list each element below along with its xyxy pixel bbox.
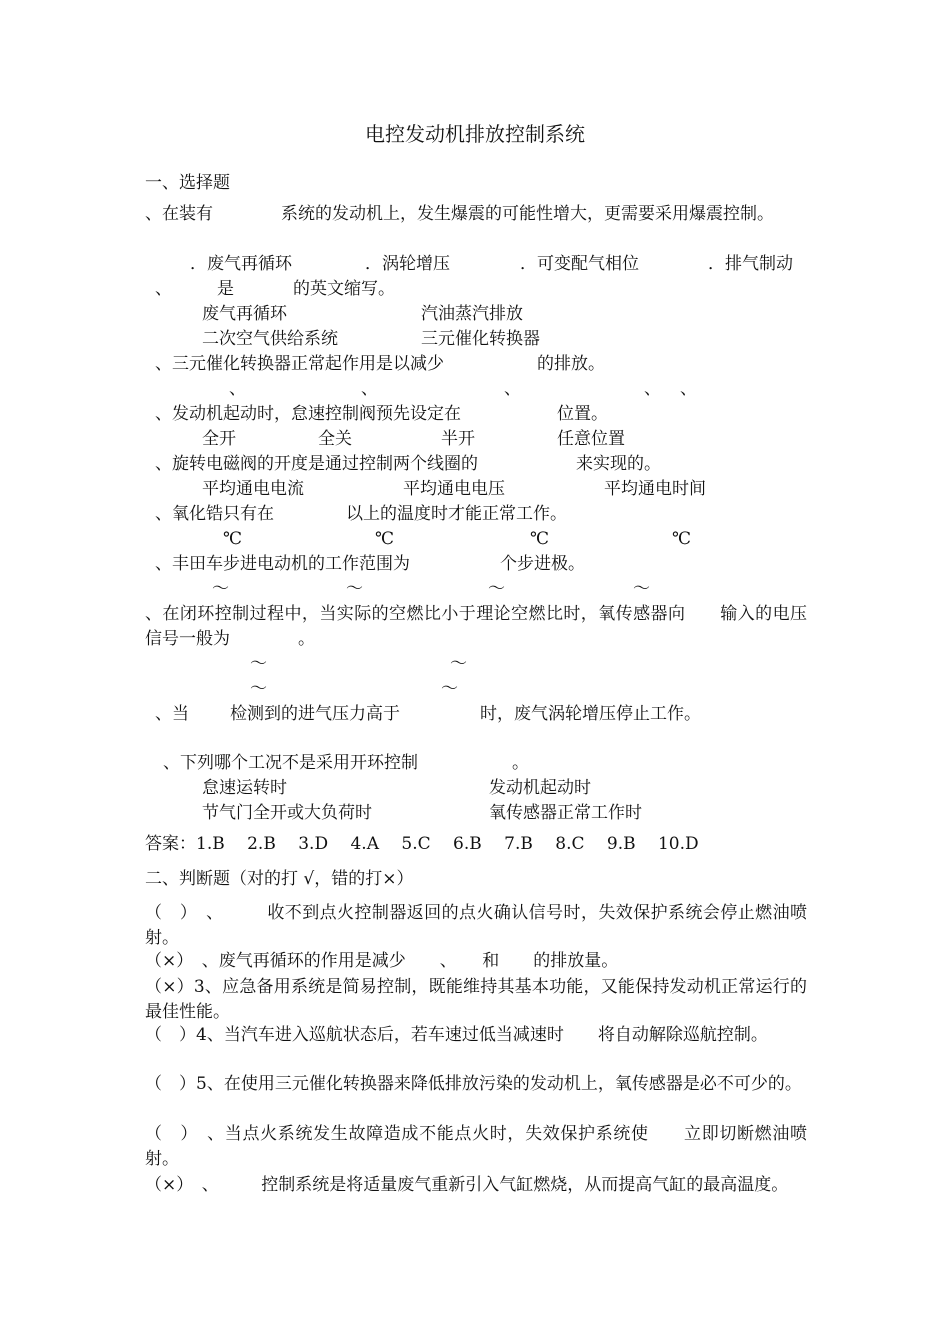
question-7: 、丰田车步进电动机的工作范围为 bbox=[155, 554, 410, 574]
q8-option-c: ～ bbox=[250, 679, 267, 699]
q5-option-a: 平均通电电流 bbox=[202, 479, 304, 499]
document-title: 电控发动机排放控制系统 bbox=[365, 122, 585, 146]
q3-option-d: 、 bbox=[644, 379, 661, 399]
q1-option-d: ．排气制动 bbox=[708, 254, 793, 274]
q4-suffix: 位置。 bbox=[557, 404, 608, 424]
q2-option-d: 三元催化转换器 bbox=[421, 329, 540, 349]
q3-option-b: 、 bbox=[361, 379, 378, 399]
question-1: 、在装有 系统的发动机上，发生爆震的可能性增大，更需要采用爆震控制。 bbox=[145, 204, 774, 224]
q7-option-d: ～ bbox=[633, 579, 650, 599]
q6-option-c: ℃ bbox=[530, 529, 550, 549]
q7-option-b: ～ bbox=[346, 579, 363, 599]
q2-option-a: 废气再循环 bbox=[202, 304, 287, 324]
q2-prefix: 、 bbox=[155, 279, 172, 299]
answer-key: 答案：1.B 2.B 3.D 4.A 5.C 6.B 7.B 8.C 9.B 10.D bbox=[145, 834, 699, 854]
q1-option-c: ．可变配气相位 bbox=[520, 254, 639, 274]
section1-heading: 一、选择题 bbox=[145, 173, 230, 193]
question-8: 、在闭环控制过程中，当实际的空燃比小于理论空燃比时，氧传感器向 输入的电压信号一般为 。 bbox=[145, 604, 807, 649]
q6-suffix: 以上的温度时才能正常工作。 bbox=[346, 504, 567, 524]
q6-option-d: ℃ bbox=[672, 529, 692, 549]
q9-part-c: 时，废气涡轮增压停止工作。 bbox=[480, 704, 701, 724]
judgement-item-6: （ ） 、当点火系统发生故障造成不能点火时，失效保护系统使 立即切断燃油喷射。 bbox=[145, 1124, 807, 1169]
q4-option-a: 全开 bbox=[202, 429, 236, 449]
q1-option-b: ．涡轮增压 bbox=[365, 254, 450, 274]
q3-option-e: 、 bbox=[680, 379, 697, 399]
judgement-item-1: （ ） 、 收不到点火控制器返回的点火确认信号时，失效保护系统会停止燃油喷射。 bbox=[145, 903, 807, 948]
q3-option-c: 、 bbox=[504, 379, 521, 399]
q10-option-a: 怠速运转时 bbox=[202, 778, 287, 798]
q4-option-b: 全关 bbox=[318, 429, 352, 449]
q1-option-a: ．废气再循环 bbox=[190, 254, 292, 274]
q8-option-d: ～ bbox=[441, 679, 458, 699]
q7-suffix: 个步进极。 bbox=[500, 554, 585, 574]
question-10: 、下列哪个工况不是采用开环控制 bbox=[163, 753, 418, 773]
q7-option-a: ～ bbox=[212, 579, 229, 599]
q9-part-a: 、当 bbox=[155, 704, 189, 724]
section2-heading: 二、判断题（对的打 √，错的打×） bbox=[145, 869, 414, 889]
q6-option-b: ℃ bbox=[375, 529, 395, 549]
q7-option-c: ～ bbox=[488, 579, 505, 599]
question-4: 、发动机起动时，怠速控制阀预先设定在 bbox=[155, 404, 461, 424]
q10-suffix: 。 bbox=[512, 753, 529, 773]
q10-option-d: 氧传感器正常工作时 bbox=[489, 803, 642, 823]
judgement-item-2: （×） 、废气再循环的作用是减少 、 和 的排放量。 bbox=[145, 951, 619, 971]
judgement-item-5: （ ）5、在使用三元催化转换器来降低排放污染的发动机上，氧传感器是必不可少的。 bbox=[145, 1074, 802, 1094]
q5-option-c: 平均通电时间 bbox=[604, 479, 706, 499]
q9-part-b: 检测到的进气压力高于 bbox=[230, 704, 400, 724]
q5-suffix: 来实现的。 bbox=[576, 454, 661, 474]
q10-option-b: 发动机起动时 bbox=[489, 778, 591, 798]
q2-is: 是 bbox=[217, 279, 234, 299]
q8-option-b: ～ bbox=[450, 654, 467, 674]
q5-option-b: 平均通电电压 bbox=[403, 479, 505, 499]
judgement-item-3: （×）3、应急备用系统是简易控制，既能维持其基本功能，又能保持发动机正常运行的最佳性能。 bbox=[145, 977, 807, 1022]
q3-option-a: 、 bbox=[229, 379, 246, 399]
q2-option-c: 二次空气供给系统 bbox=[202, 329, 338, 349]
q2-option-b: 汽油蒸汽排放 bbox=[421, 304, 523, 324]
judgement-item-7: （×） 、 控制系统是将适量废气重新引入气缸燃烧，从而提高气缸的最高温度。 bbox=[145, 1175, 789, 1195]
question-3: 、三元催化转换器正常起作用是以减少 bbox=[155, 354, 444, 374]
question-5: 、旋转电磁阀的开度是通过控制两个线圈的 bbox=[155, 454, 478, 474]
question-6: 、氧化锆只有在 bbox=[155, 504, 274, 524]
judgement-item-4: （ ）4、当汽车进入巡航状态后，若车速过低当减速时 将自动解除巡航控制。 bbox=[145, 1025, 768, 1045]
q6-option-a: ℃ bbox=[223, 529, 243, 549]
q3-suffix: 的排放。 bbox=[537, 354, 605, 374]
q4-option-d: 任意位置 bbox=[557, 429, 625, 449]
q10-option-c: 节气门全开或大负荷时 bbox=[202, 803, 372, 823]
q4-option-c: 半开 bbox=[441, 429, 475, 449]
q2-suffix: 的英文缩写。 bbox=[293, 279, 395, 299]
q8-option-a: ～ bbox=[250, 654, 267, 674]
